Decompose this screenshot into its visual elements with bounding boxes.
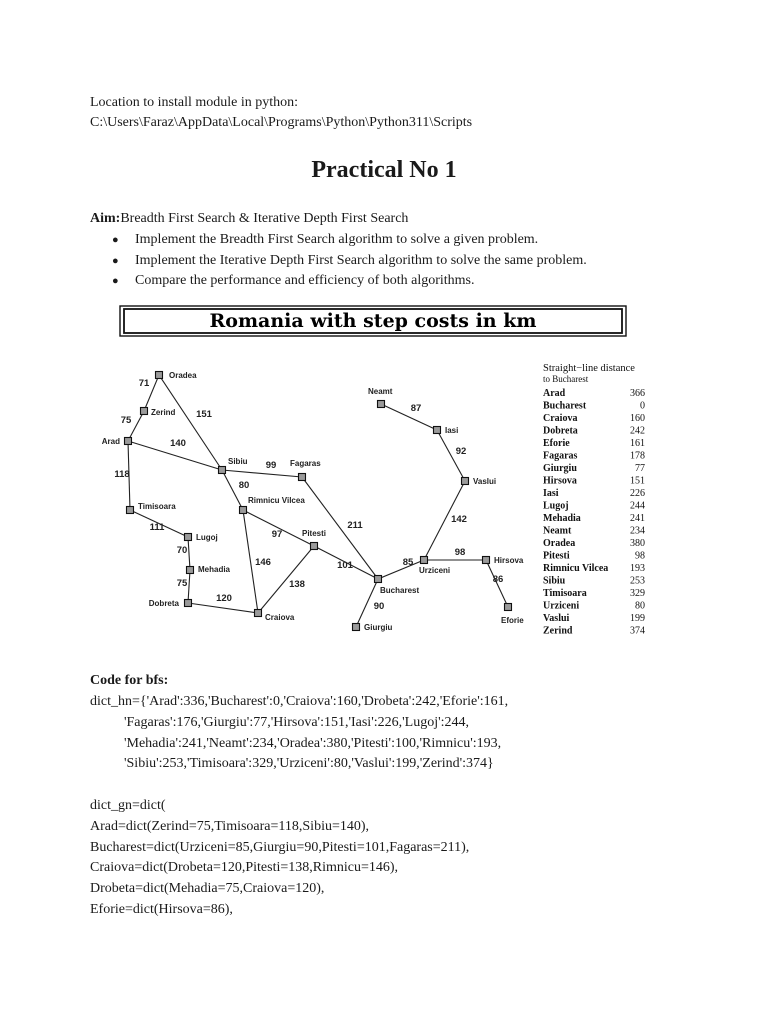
road-cost-label: 75 (120, 415, 132, 426)
figure-title: Romania with step costs in km (209, 310, 537, 332)
city-label-iasi: Iasi (445, 426, 459, 435)
road-lugoj-mehadia (188, 537, 190, 570)
city-label-neamt: Neamt (368, 387, 393, 396)
sld-distance: 160 (630, 413, 645, 424)
aim-text: Breadth First Search & Iterative Depth First Search (120, 211, 409, 226)
city-node-timisoara (127, 507, 134, 514)
sld-city: Neamt (543, 525, 572, 537)
city-label-fagaras: Fagaras (290, 459, 321, 468)
road-iasi-neamt (381, 404, 437, 430)
objective-item: ● Implement the Breadth First Search algorithm to solve a given problem. (112, 230, 672, 251)
city-node-urziceni (421, 557, 428, 564)
city-node-arad (125, 438, 132, 445)
city-node-neamt (378, 401, 385, 408)
aim-line (90, 210, 408, 228)
city-label-oradea: Oradea (169, 371, 197, 380)
road-rimnicu-vilcea-pitesti (243, 510, 314, 546)
sld-city: Lugoj (543, 500, 569, 512)
road-oradea-sibiu (159, 375, 222, 470)
sld-city: Oradea (543, 538, 576, 549)
road-cost-label: 97 (271, 529, 283, 540)
city-node-zerind (141, 408, 148, 415)
sld-city: Zerind (543, 625, 573, 637)
objective-item: ● Implement the Iterative Depth First Search algorithm to solve the same problem. (112, 251, 672, 272)
road-cost-label: 70 (176, 545, 188, 556)
city-node-lugoj (185, 534, 192, 541)
sld-city: Urziceni (543, 600, 580, 612)
sld-city: Iasi (543, 488, 559, 499)
code-line: 'Fagaras':176,'Giurgiu':77,'Hirsova':151,'Iasi':226,'Lugoj':244, (124, 714, 469, 730)
objectives-list (112, 230, 672, 292)
sld-city: Rimnicu Vilcea (543, 563, 609, 574)
sld-distance: 366 (630, 388, 645, 399)
code-line: 'Sibiu':253,'Timisoara':329,'Urziceni':80,'Vaslui':199,'Zerind':374} (124, 756, 494, 772)
road-cost-label: 85 (402, 557, 414, 568)
sld-distance: 0 (640, 400, 645, 412)
road-sibiu-fagaras (222, 470, 302, 477)
sld-distance: 244 (630, 500, 645, 512)
city-label-bucharest: Bucharest (380, 586, 420, 595)
city-label-arad: Arad (101, 437, 120, 446)
city-node-giurgiu (353, 624, 360, 631)
aim-label: Aim: (90, 211, 121, 226)
sld-city: Bucharest (543, 400, 587, 412)
city-label-timisoara: Timisoara (138, 502, 176, 511)
code-line: Drobeta=dict(Mehadia=75,Craiova=120), (90, 881, 325, 897)
sld-city: Arad (543, 388, 566, 399)
road-cost-label: 75 (176, 578, 188, 589)
install-location-label: Location to install module in python: (90, 95, 299, 110)
city-node-eforie (505, 604, 512, 611)
road-cost-label: 90 (373, 601, 385, 612)
sld-city: Fagaras (543, 450, 578, 462)
sld-distance: 199 (630, 613, 645, 624)
city-node-sibiu (219, 467, 226, 474)
city-node-craiova (255, 610, 262, 617)
code-line: 'Mehadia':241,'Neamt':234,'Oradea':380,'Pitesti':100,'Rimnicu':193, (124, 735, 502, 751)
code-line: Craiova=dict(Drobeta=120,Pitesti=138,Rimnicu=146), (90, 860, 399, 876)
city-label-dobreta: Dobreta (148, 599, 179, 608)
road-cost-label: 98 (454, 547, 466, 558)
road-cost-label: 80 (238, 480, 250, 491)
sld-distance: 161 (630, 438, 645, 449)
sld-distance: 80 (635, 600, 645, 612)
road-cost-label: 140 (170, 438, 186, 449)
sld-city: Timisoara (543, 588, 587, 599)
road-cost-label: 99 (265, 460, 277, 471)
city-label-sibiu: Sibiu (228, 457, 248, 466)
city-node-pitesti (311, 543, 318, 550)
sld-distance: 241 (630, 513, 645, 524)
city-label-mehadia: Mehadia (198, 565, 231, 574)
road-cost-label: 86 (492, 574, 504, 585)
road-cost-label: 111 (149, 522, 165, 533)
code-line: dict_hn={'Arad':336,'Bucharest':0,'Craiova':160,'Drobeta':242,'Eforie':161, (90, 694, 509, 709)
sld-distance: 77 (635, 463, 645, 474)
city-label-urziceni: Urziceni (419, 566, 451, 575)
sld-city: Giurgiu (543, 463, 577, 474)
city-node-mehadia (187, 567, 194, 574)
road-mehadia-dobreta (188, 570, 190, 603)
city-label-hirsova: Hirsova (494, 556, 524, 565)
sld-distance: 380 (630, 538, 645, 549)
city-node-oradea (156, 372, 163, 379)
city-node-bucharest (375, 576, 382, 583)
sld-city: Sibiu (543, 575, 566, 587)
city-label-pitesti: Pitesti (302, 529, 327, 538)
sld-distance: 226 (630, 488, 645, 499)
code-heading: Code for bfs: (90, 673, 169, 688)
city-label-giurgiu: Giurgiu (364, 623, 393, 632)
road-cost-label: 151 (196, 409, 212, 420)
city-label-rimnicu-vilcea: Rimnicu Vilcea (248, 496, 305, 505)
sld-city: Craiova (543, 413, 578, 424)
road-cost-label: 118 (114, 469, 130, 480)
sld-distance: 234 (630, 525, 645, 537)
road-cost-label: 142 (451, 514, 467, 525)
sld-distance: 253 (630, 575, 645, 587)
code-line: Arad=dict(Zerind=75,Timisoara=118,Sibiu=140), (90, 818, 370, 834)
city-label-craiova: Craiova (265, 613, 295, 622)
road-cost-label: 120 (216, 593, 232, 604)
sld-city: Vaslui (543, 613, 570, 624)
sld-city: Mehadia (543, 513, 581, 524)
road-cost-label: 138 (289, 579, 305, 590)
sld-heading: Straight−line distance (543, 363, 635, 374)
sld-subheading: to Bucharest (543, 374, 589, 384)
sld-city: Pitesti (543, 550, 570, 562)
sld-distance: 98 (635, 550, 645, 562)
city-label-zerind: Zerind (151, 408, 176, 417)
road-cost-label: 87 (410, 403, 422, 414)
code-line: Eforie=dict(Hirsova=86), (90, 902, 233, 917)
sld-city: Eforie (543, 438, 570, 449)
objective-item: ● Compare the performance and efficiency of both algorithms. (112, 271, 672, 292)
city-node-fagaras (299, 474, 306, 481)
city-node-iasi (434, 427, 441, 434)
sld-distance: 242 (630, 425, 645, 437)
sld-distance: 151 (630, 475, 645, 487)
city-label-eforie: Eforie (501, 616, 524, 625)
city-node-rimnicu-vilcea (240, 507, 247, 514)
romania-map (100, 300, 660, 645)
city-node-dobreta (185, 600, 192, 607)
sld-distance: 193 (630, 563, 645, 574)
sld-distance: 374 (630, 625, 645, 637)
install-location-path: C:\Users\Faraz\AppData\Local\Programs\Python\Python311\Scripts (90, 115, 473, 130)
page-title: Practical No 1 (311, 157, 457, 183)
road-cost-label: 101 (337, 560, 353, 571)
road-bucharest-urziceni (378, 560, 424, 579)
city-label-lugoj: Lugoj (196, 533, 218, 542)
sld-city: Dobreta (543, 425, 578, 437)
sld-distance: 329 (630, 588, 645, 599)
sld-distance: 178 (630, 450, 645, 462)
road-cost-label: 211 (347, 520, 363, 531)
city-node-vaslui (462, 478, 469, 485)
road-dobreta-craiova (188, 603, 258, 613)
code-line: Bucharest=dict(Urziceni=85,Giurgiu=90,Pitesti=101,Fagaras=211), (90, 839, 470, 855)
road-cost-label: 92 (455, 446, 467, 457)
city-label-vaslui: Vaslui (473, 477, 497, 486)
code-line: dict_gn=dict( (90, 798, 166, 813)
road-cost-label: 71 (138, 378, 150, 389)
road-cost-label: 146 (255, 557, 271, 568)
sld-city: Hirsova (543, 475, 577, 487)
city-node-hirsova (483, 557, 490, 564)
romania-map-figure (100, 300, 660, 645)
